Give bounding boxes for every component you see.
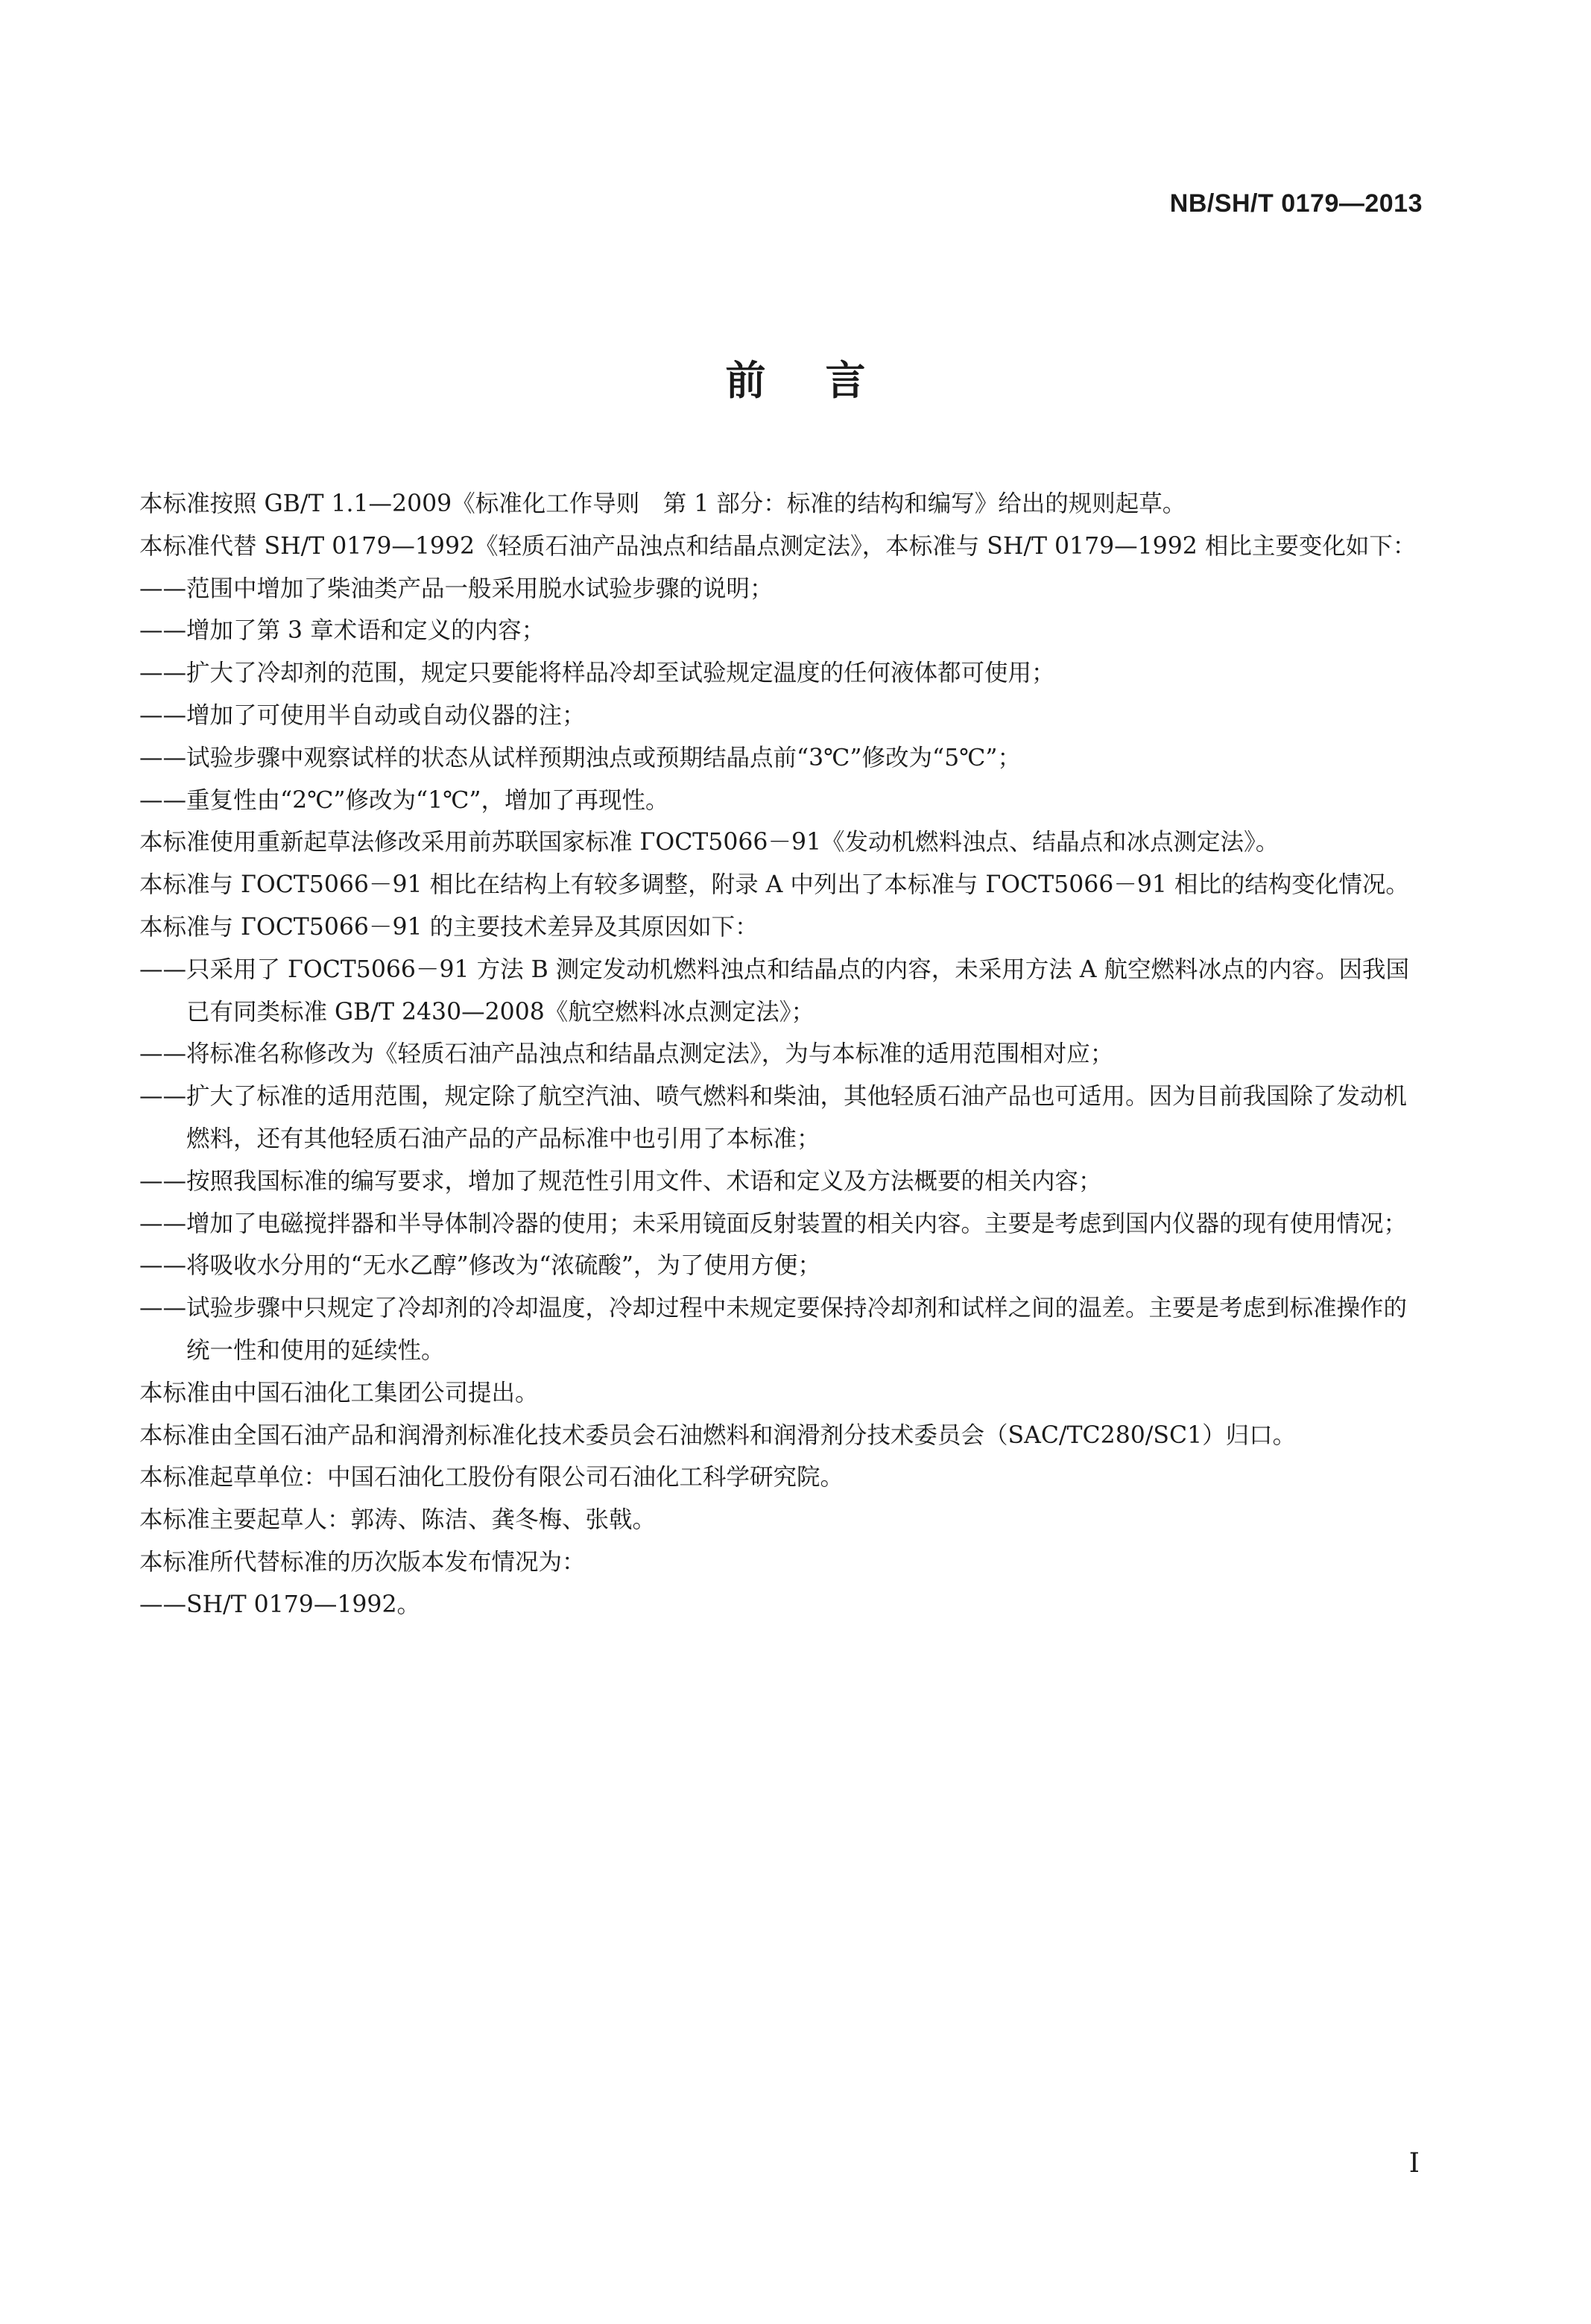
change-item: ——范围中增加了柴油类产品一般采用脱水试验步骤的说明； [139,575,774,602]
difference-item: ——增加了电磁搅拌器和半导体制冷器的使用；未采用镜面反射装置的相关内容。主要是考虑到国内仪器的现有使用情况； [139,1210,1408,1237]
difference-item: ——试验步骤中只规定了冷却剂的冷却温度，冷却过程中未规定要保持冷却剂和试样之间的温差。主要是考虑到标准操作的统一性和使用的延续性。 [139,1295,1408,1364]
difference-item: ——扩大了标准的适用范围，规定除了航空汽油、喷气燃料和柴油，其他轻质石油产品也可适用。因为目前我国除了发动机燃料，还有其他轻质石油产品的产品标准中也引用了本标准； [139,1083,1408,1152]
difference-item: ——将标准名称修改为《轻质石油产品浊点和结晶点测定法》，为与本标准的适用范围相对应； [139,1041,1114,1068]
paragraph: 本标准起草单位：中国石油化工股份有限公司石油化工科学研究院。 [139,1464,844,1491]
paragraph: 本标准按照 GB/T 1.1—2009《标准化工作导则 第 1 部分：标准的结构和编写》给出的规则起草。 [139,490,1186,517]
change-item: ——试验步骤中观察试样的状态从试样预期浊点或预期结晶点前“3℃”修改为“5℃”； [139,744,1021,771]
foreword-body [92,483,1426,1626]
difference-item: ——按照我国标准的编写要求，增加了规范性引用文件、术语和定义及方法概要的相关内容； [139,1167,1102,1195]
change-item: ——增加了可使用半自动或自动仪器的注； [139,701,586,729]
change-item: ——扩大了冷却剂的范围，规定只要能将样品冷却至试验规定温度的任何液体都可使用； [139,660,1055,687]
paragraph: 本标准代替 SH/T 0179—1992《轻质石油产品浊点和结晶点测定法》，本标准与 SH/T 0179—1992 相比主要变化如下： [139,532,1417,560]
page-number: I [1408,2148,1420,2179]
standard-code: NB/SH/T 0179—2013 [1169,189,1423,218]
paragraph: ——SH/T 0179—1992。 [139,1591,421,1618]
paragraph: 本标准使用重新起草法修改采用前苏联国家标准 ГОСТ5066－91《发动机燃料浊点、结晶点和冰点测定法》。 [139,829,1280,856]
change-item: ——增加了第 3 章术语和定义的内容； [139,617,545,645]
paragraph: 本标准与 ГОСТ5066－91 相比在结构上有较多调整，附录 A 中列出了本标准与 ГОСТ5066－91 相比的结构变化情况。 [139,871,1409,899]
difference-item: ——只采用了 ГОСТ5066－91 方法 B 测定发动机燃料浊点和结晶点的内容，未采用方法 A 航空燃料冰点的内容。因我国已有同类标准 GB/T 2430—2008《航空燃料冰点测定法》； [139,956,1410,1026]
paragraph: 本标准与 ГОСТ5066－91 的主要技术差异及其原因如下： [139,913,759,941]
paragraph: 本标准由全国石油产品和润滑剂标准化技术委员会石油燃料和润滑剂分技术委员会（SAC/TC280/SC1）归口。 [139,1421,1297,1449]
paragraph: 本标准由中国石油化工集团公司提出。 [139,1379,539,1406]
paragraph: 本标准主要起草人：郭涛、陈洁、龚冬梅、张戟。 [139,1506,657,1534]
change-item: ——重复性由“2℃”修改为“1℃”，增加了再现性。 [139,786,669,814]
difference-item: ——将吸收水分用的“无水乙醇”修改为“浓硫酸”，为了使用方便； [139,1252,821,1280]
paragraph: 本标准所代替标准的历次版本发布情况为： [139,1548,586,1576]
page-title: 前言 [725,357,926,404]
